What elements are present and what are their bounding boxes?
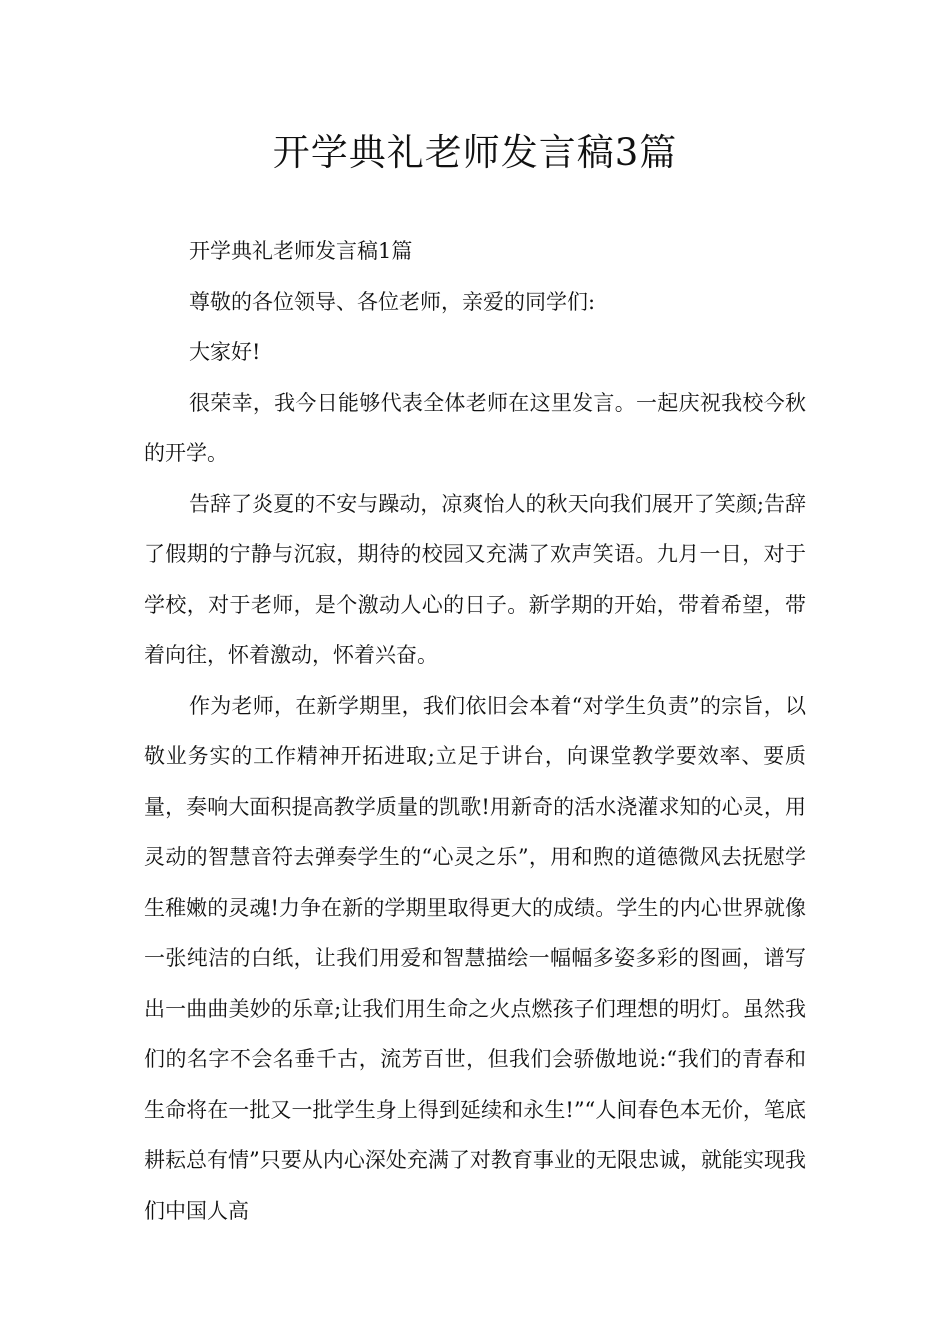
paragraph-greeting: 大家好!	[189, 340, 261, 364]
document-body	[144, 226, 806, 1236]
paragraph-body: 很荣幸，我今日能够代表全体老师在这里发言。一起庆祝我校今秋的开学。	[144, 390, 806, 465]
document-title: 开学典礼老师发言稿3篇	[272, 131, 678, 174]
paragraph-body: 告辞了炎夏的不安与躁动，凉爽怡人的秋天向我们展开了笑颜;告辞了假期的宁静与沉寂，期待的校园又充满了欢声笑语。九月一日，对于学校，对于老师，是个激动人心的日子。新学期的开始，带着希望，带着向往，怀着激动，怀着兴奋。	[144, 491, 806, 667]
paragraph-salutation: 尊敬的各位领导、各位老师，亲爱的同学们:	[189, 289, 596, 314]
paragraph-body: 作为老师，在新学期里，我们依旧会本着“对学生负责”的宗旨，以敬业务实的工作精神开拓进取;立足于讲台，向课堂教学要效率、要质量，奏响大面积提高教学质量的凯歌!用新奇的活水浇灌求知的心灵，用灵动的智慧音符去弹奏学生的“心灵之乐”，用和煦的道德微风去抚慰学生稚嫩的灵魂!力争在新的学期里取得更大的成绩。学生的内心世界就像一张纯洁的白纸，让我们用爱和智慧描绘一幅幅多姿多彩的图画，谱写出一曲曲美妙的乐章;让我们用生命之火点燃孩子们理想的明灯。虽然我们的名字不会名垂千古，流芳百世，但我们会骄傲地说:“我们的青春和生命将在一批又一批学生身上得到延续和永生!”“人间春色本无价，笔底耕耘总有情”只要从内心深处充满了对教育事业的无限忠诚，就能实现我们中国人高	[144, 693, 806, 1223]
paragraph-subtitle: 开学典礼老师发言稿1篇	[189, 239, 413, 263]
